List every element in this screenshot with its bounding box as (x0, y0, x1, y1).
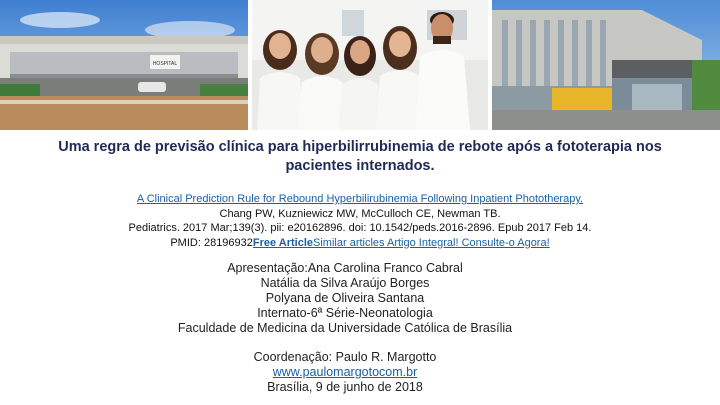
building-photo (0, 0, 248, 130)
presentation-block (0, 261, 690, 336)
similar-articles-link[interactable]: Similar articles (313, 236, 385, 249)
article-authors: Chang PW, Kuzniewicz MW, McCulloch CE, Newman TB. (219, 207, 501, 220)
article-citation: Pediatrics. 2017 Mar;139(3). pii: e20162896. doi: 10.1542/peds.2016-2896. Epub 2017 Feb 14. (128, 222, 592, 234)
title-line-1: Uma regra de previsão clínica para hiperbilirrubinemia de rebote após a fototerapia nos (58, 139, 662, 155)
presentation-line-2: Natália da Silva Araújo Borges (260, 276, 430, 290)
presentation-line-3: Polyana de Oliveira Santana (265, 291, 425, 305)
hospital-photo (492, 0, 720, 130)
article-reference (0, 192, 720, 250)
full-article-link[interactable]: Artigo Integral! Consulte-o Agora! (384, 236, 550, 249)
coordination-line-1: Coordenação: Paulo R. Margotto (253, 350, 437, 364)
team-photo (252, 0, 488, 130)
coordination-date: Brasília, 9 de junho de 2018 (267, 380, 423, 394)
presentation-line-4: Internato-6ª Série-Neonatologia (257, 306, 433, 320)
title-line-2: pacientes internados. (285, 158, 435, 174)
article-title-link[interactable]: A Clinical Prediction Rule for Rebound Hyperbilirubinemia Following Inpatient Phototherapy. (136, 193, 584, 205)
article-pmid: PMID: 28196932 (170, 236, 253, 249)
free-article-link[interactable]: Free Article (252, 236, 314, 249)
coordination-block (0, 350, 690, 395)
building-sign: HOSPITAL (152, 61, 178, 67)
presentation-line-5: Faculdade de Medicina da Universidade Católica de Brasília (177, 321, 513, 335)
website-link[interactable]: www.paulomargotocom.br (272, 365, 418, 379)
page-title (0, 138, 720, 176)
presentation-line-1: Apresentação:Ana Carolina Franco Cabral (227, 261, 463, 275)
